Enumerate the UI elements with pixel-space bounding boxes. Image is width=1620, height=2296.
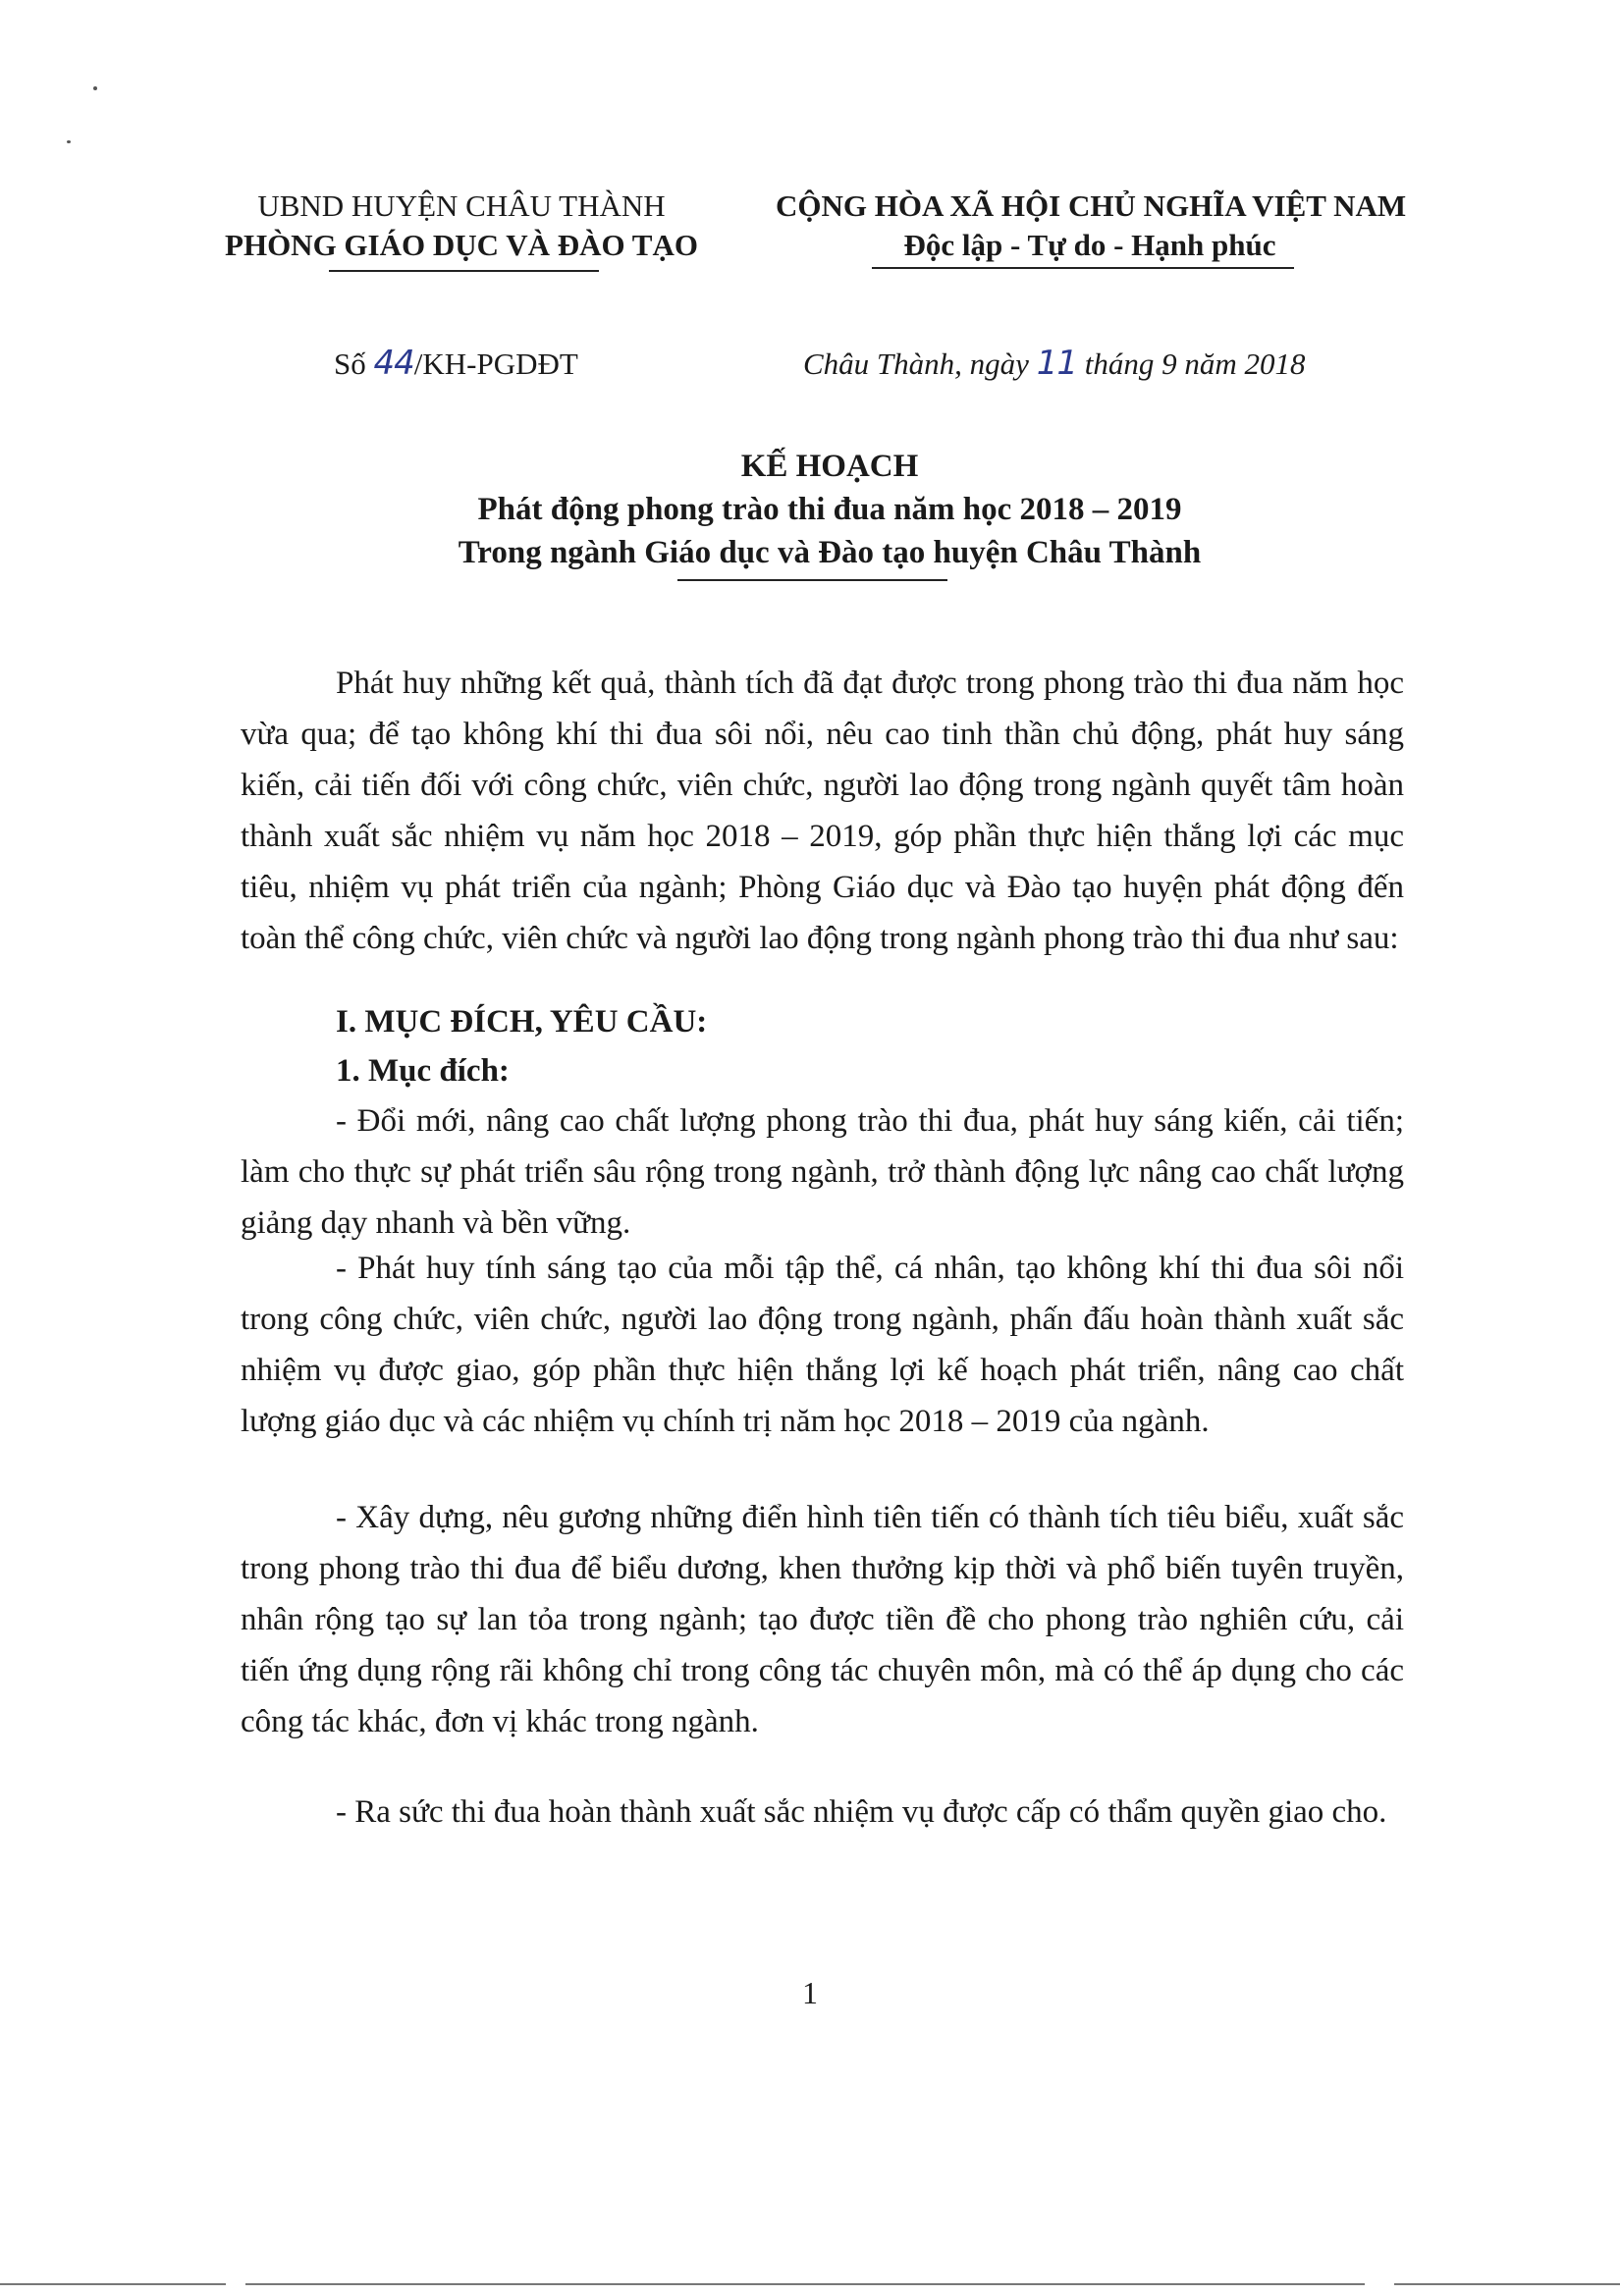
purpose-item-1-text: - Đổi mới, nâng cao chất lượng phong trào thi đua, phát huy sáng kiến, cải tiến; làm cho thực sự phát triển sâu rộng trong ngành, trở thành động lực nâng cao chất lượng giảng dạy nhanh và bền vững. (241, 1103, 1404, 1241)
page-number: 1 (802, 1975, 818, 2010)
scan-edge-line (0, 2283, 226, 2285)
purpose-item-4-text: - Ra sức thi đua hoàn thành xuất sắc nhiệm vụ được cấp có thẩm quyền giao cho. (336, 1794, 1387, 1830)
subsection-1-heading: 1. Mục đích: (336, 1053, 510, 1089)
document-number-prefix: Số (334, 347, 374, 381)
date-part2: tháng 9 năm 2018 (1076, 347, 1306, 381)
scan-edge-line (1394, 2283, 1620, 2285)
handwritten-day: 11 (1036, 344, 1077, 383)
header-left-underline (329, 270, 599, 272)
purpose-item-3 (241, 1492, 1404, 1747)
date-line (803, 344, 1305, 384)
purpose-item-2-text: - Phát huy tính sáng tạo của mỗi tập thể, cá nhân, tạo không khí thi đua sôi nổi trong công chức, viên chức, người lao động trong ngành, phấn đấu hoàn thành xuất sắc nhiệm vụ được giao, góp phần thực hiện thắng lợi kế hoạch phát triển, nâng cao chất lượng giáo dục và các nhiệm vụ chính trị năm học 2018 – 2019 của ngành. (241, 1251, 1404, 1439)
document-number (334, 344, 578, 384)
document-number-suffix: /KH-PGDĐT (413, 347, 578, 381)
header-right-underline (872, 267, 1294, 269)
purpose-item-4 (241, 1787, 1404, 1838)
department-name: PHÒNG GIÁO DỤC VÀ ĐÀO TẠO (225, 228, 698, 262)
document-subtitle-2: Trong ngành Giáo dục và Đào tạo huyện Châu Thành (458, 535, 1202, 570)
handwritten-number: 44 (373, 344, 414, 383)
national-motto: Độc lập - Tự do - Hạnh phúc (903, 228, 1276, 262)
intro-text: Phát huy những kết quả, thành tích đã đạt được trong phong trào thi đua năm học vừa qua; để tạo không khí thi đua sôi nổi, nêu cao tinh thần chủ động, phát huy sáng kiến, cải tiến đối với công chức, viên chức, người lao động trong ngành quyết tâm hoàn thành xuất sắc nhiệm vụ năm học 2018 – 2019, góp phần thực hiện thắng lợi các mục tiêu, nhiệm vụ phát triển của ngành; Phòng Giáo dục và Đào tạo huyện phát động đến toàn thể công chức, viên chức và người lao động trong ngành phong trào thi đua như sau: (241, 666, 1404, 956)
title-underline (677, 579, 947, 581)
scan-speck (67, 140, 71, 143)
purpose-item-3-text: - Xây dựng, nêu gương những điển hình tiên tiến có thành tích tiêu biểu, xuất sắc trong phong trào thi đua để biểu dương, khen thưởng kịp thời và phổ biến tuyên truyền, nhân rộng tạo sự lan tỏa trong ngành; tạo được tiền đề cho phong trào nghiên cứu, cải tiến ứng dụng rộng rãi không chỉ trong công tác chuyên môn, mà có thể áp dụng cho các công tác khác, đơn vị khác trong ngành. (241, 1500, 1404, 1739)
section-1-heading: I. MỤC ĐÍCH, YÊU CẦU: (336, 1004, 708, 1040)
purpose-item-2 (241, 1243, 1404, 1447)
intro-paragraph (241, 658, 1404, 964)
document-title: KẾ HOẠCH (740, 449, 919, 484)
agency-name: UBND HUYỆN CHÂU THÀNH (257, 188, 666, 223)
national-title: CỘNG HÒA XÃ HỘI CHỦ NGHĨA VIỆT NAM (776, 188, 1407, 223)
purpose-item-1 (241, 1095, 1404, 1249)
scan-edge-line (245, 2283, 1365, 2285)
document-subtitle-1: Phát động phong trào thi đua năm học 2018 – 2019 (477, 492, 1182, 527)
date-part1: Châu Thành, ngày (803, 347, 1037, 381)
scan-speck (93, 86, 97, 90)
